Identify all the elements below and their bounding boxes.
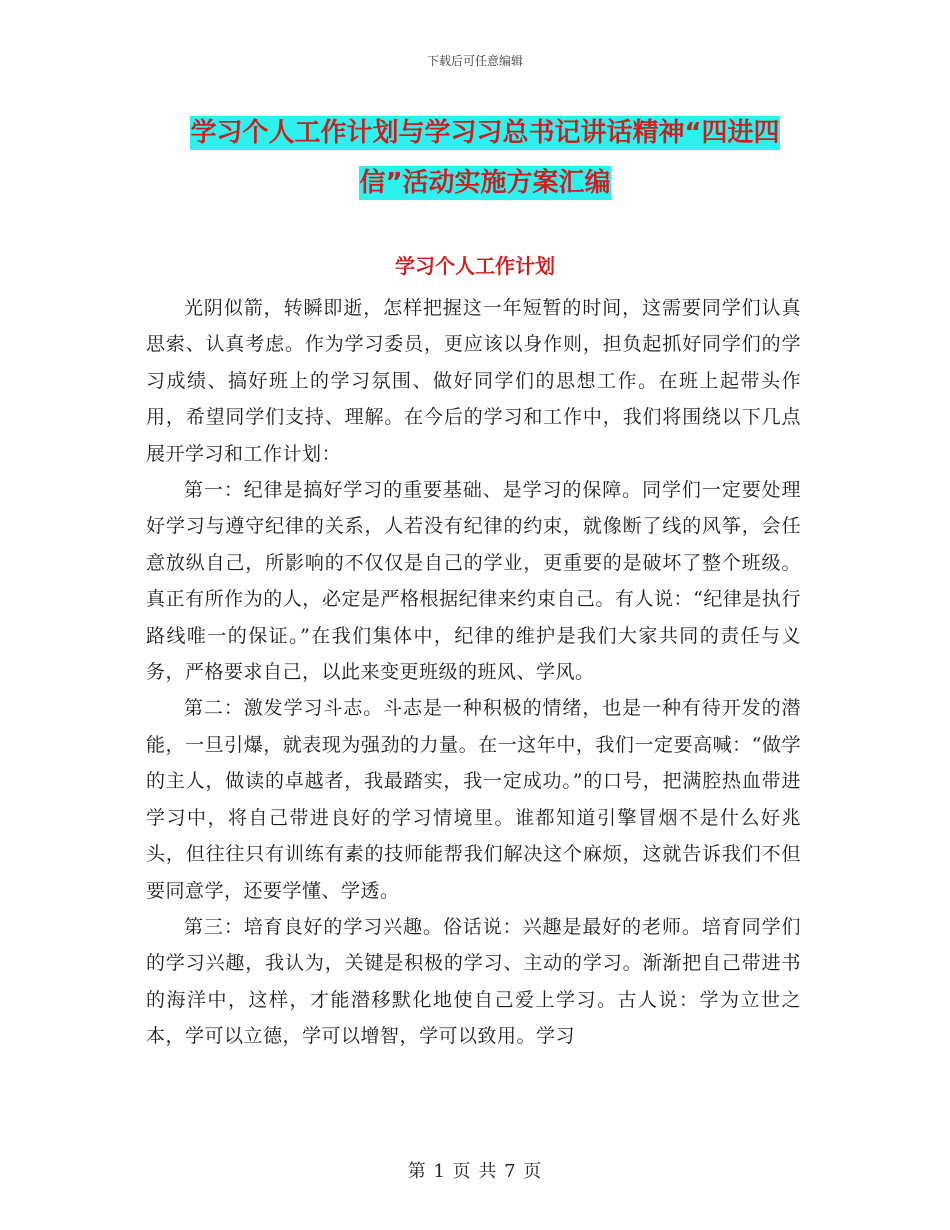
document-body xyxy=(146,290,801,1055)
paragraph-third-point: 第三：培育良好的学习兴趣。俗话说：兴趣是最好的老师。培育同学们的学习兴趣，我认为，关键是积极的学习、主动的学习。渐渐把自己带进书的海洋中，这样，才能潜移默化地使自己爱上学习。古人说：学为立世之本，学可以立德，学可以增智，学可以致用。学习 xyxy=(146,915,801,1048)
paragraph-intro: 光阴似箭，转瞬即逝，怎样把握这一年短暂的时间，这需要同学们认真思索、认真考虑。作为学习委员，更应该以身作则，担负起抓好同学们的学习成绩、搞好班上的学习氛围、做好同学们的思想工作。在班上起带头作用，希望同学们支持、理解。在今后的学习和工作中，我们将围绕以下几点展开学习和工作计划： xyxy=(146,297,801,465)
document-title-line-2: 信”活动实施方案汇编 xyxy=(359,168,611,198)
paragraph-second-point: 第二：激发学习斗志。斗志是一种积极的情绪，也是一种有待开发的潜能，一旦引爆，就表现为强劲的力量。在一这年中，我们一定要高喊：“做学的主人，做读的卓越者，我最踏实，我一定成功。”的口号，把满腔热血带进学习中，将自己带进良好的学习情境里。谁都知道引擎冒烟不是什么好兆头，但往往只有训练有素的技师能帮我们解决这个麻烦，这就告诉我们不但要同意学，还要学懂、学透。 xyxy=(146,697,801,902)
page-header-note: 下载后可任意编辑 xyxy=(426,54,523,68)
document-title xyxy=(140,108,830,208)
section-title: 学习个人工作计划 xyxy=(395,254,555,278)
document-title-line-1: 学习个人工作计划与学习习总书记讲话精神“四进四 xyxy=(190,118,780,148)
paragraph-first-point: 第一：纪律是搞好学习的重要基础、是学习的保障。同学们一定要处理好学习与遵守纪律的关系，人若没有纪律的约束，就像断了线的风筝，会任意放纵自己，所影响的不仅仅是自己的学业，更重要的是破坏了整个班级。真正有所作为的人，必定是严格根据纪律来约束自己。有人说：“纪律是执行路线唯一的保证。”在我们集体中，纪律的维护是我们大家共同的责任与义务，严格要求自己，以此来变更班级的班风、学风。 xyxy=(146,479,801,684)
page-number: 第 1 页 共 7 页 xyxy=(407,1161,543,1182)
